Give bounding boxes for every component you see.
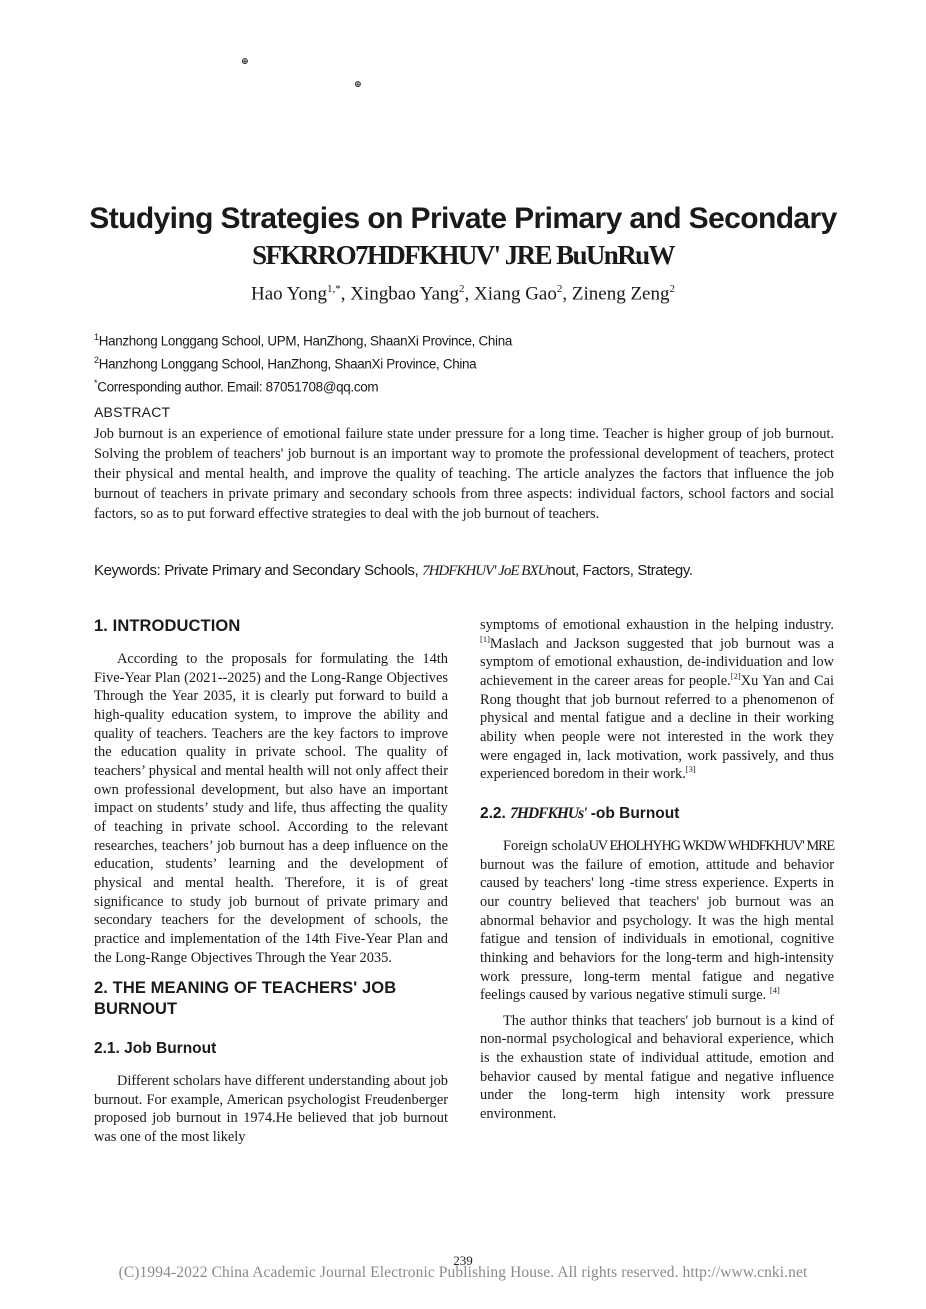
author-name: , Xingbao Yang [340,283,460,305]
affiliation-line [94,374,512,397]
abstract-body: Job burnout is an experience of emotional failure state under pressure for a long time. Teacher is higher group of job burnout. Solving the problem of teachers' job burnout is an important way to promote the professional development of teachers, protect their physical and mental health, and improve the quality of teaching. The article analyzes the factors that influence the job burnout of teachers in private primary and secondary schools from three aspects: individual factors, school factors and social factors, so as to put forward effective strategies to deal with the job burnout of teachers. [94,426,834,523]
affil-text: Hanzhong Longgang School, UPM, HanZhong, ShaanXi Province, China [98,333,513,349]
citation-ref: [3] [685,764,696,775]
left-column [94,616,448,1147]
affil-sup: * [94,377,98,388]
author-name: , Zineng Zeng [562,283,670,305]
paragraph-garbled-text: UV EHOLHYHG WKDW WHDFKHUV' MRE [588,837,834,854]
page-number: 239 [453,1253,473,1268]
citation-ref: [2] [730,671,741,682]
affiliation-line [94,351,512,374]
section-heading-meaning: 2. THE MEANING OF TEACHERS' JOB BURNOUT [94,979,397,1019]
paragraph-text: Foreign schola [503,837,589,854]
affil-text: Corresponding author. Email: 87051708@qq.com [97,379,379,394]
keywords-text: Private Primary and Secondary Schools, [160,562,423,579]
job-burnout-paragraph: Different scholars have different understanding about job burnout. For example, American psychologist Freudenberger proposed job burnout in 1974.He believed that job burnout was one of the most likely [94,1073,448,1146]
right-column [480,616,834,1124]
paper-title-line1: Studying Strategies on Private Primary and Secondary [89,202,837,235]
affiliations [94,328,512,396]
paragraph-text: Xu Yan and Cai Rong thought that job burnout referred to a phenomenon of physical and mental fatigue and a decline in their working ability when people were not interested in the work they were engaged in, lack motivation, work passively, and thus experienced boredom in their work. [480,672,834,783]
keywords-text: nout, Factors, Strategy. [547,562,693,579]
author-list [60,283,866,305]
teachers-burnout-paragraph [480,837,834,1005]
heading-text: -ob Burnout [586,804,680,822]
abstract-heading: ABSTRACT [94,404,171,420]
section-heading-introduction: 1. INTRODUCTION [94,617,241,635]
author-name: Hao Yong [251,283,328,305]
affil-text: Hanzhong Longgang School, HanZhong, ShaanXi Province, China [98,356,477,372]
paragraph-text: Maslach and Jackson suggested that job burnout was a symptom of emotional exhaustion, de-individuation and low achievement in the career areas for people. [480,635,834,689]
subsection-heading-teachers-job-burnout [480,803,834,824]
author-affil-sup: 2 [556,283,563,295]
introduction-paragraph: According to the proposals for formulating the 14th Five-Year Plan (2021--2025) and the Long-Range Objectives Through the Year 2035, it is clearly put forward to build a high-quality education system, to improve the ability and quality of teachers. Teachers are the key factors to improve the education quality in private school. The quality of teachers’ physical and mental health will not only affect their own professional development, but also have an important impact on students’ study and life, thus affecting the quality of teaching in private school. According to the relevant researches, teachers’ job burnout has a deep influence on the education, students’ learning and the development of physical and mental health. Therefore, it is of great significance to study job burnout of private primary and secondary teachers for the development of schools, the practice and implementation of the 14th Five-Year Plan and the Long-Range Objectives Through the Year 2035. [94,651,448,966]
paragraph-text: burnout was the failure of emotion, attitude and behavior caused by teachers' long -time stress experience. Experts in our country believed that teachers' job burnout was an abnormal behavior and psychology. It was the high mental fatigue and tension of individuals in emotional, cognitive thinking and behaviors for the long-term and high-intensity work pressure, long-term mental fatigue and negative feelings caused by various negative stimuli surge. [480,856,834,1004]
copyright-footer: (C)1994-2022 China Academic Journal Electronic Publishing House. All rights reserved. http://www.cnki.net [118,1264,808,1281]
keywords-line [94,562,693,580]
header-mark-glyph: ⊕ [351,80,362,88]
subsection-heading-job-burnout: 2.1. Job Burnout [94,1040,217,1058]
author-name: , Xiang Gao [464,283,557,305]
author-affil-sup: 1,* [327,283,341,295]
citation-ref: [4] [769,985,780,996]
heading-number: 2.2. [480,804,511,822]
author-affil-sup: 2 [459,283,465,295]
citation-ref: [1] [480,633,490,644]
paragraph-text: symptoms of emotional exhaustion in the helping industry. [480,617,834,633]
affiliation-line [94,328,512,351]
affil-sup: 1 [94,332,99,342]
author-affil-sup: 2 [669,283,675,295]
keywords-label: Keywords: [94,562,161,579]
keywords-garbled-text: 7HDFKHUV' JoE BXU [422,563,548,579]
header-mark-glyph: ⊕ [238,57,249,65]
paper-title-line2: SFKRRO7HDFKHUV' JRE BuUnRuW [252,240,674,270]
author-view-paragraph: The author thinks that teachers' job burnout is a kind of non-normal psychological and behavioral experience, which is the exhaustion state of individual attitude, emotion and behavior caused by mental fatigue and negative influence under the long-term high intensity work pressure environment. [480,1012,834,1123]
continued-paragraph [480,616,834,784]
heading-garbled-text: 7HDFKHUs' [510,804,587,822]
affil-sup: 2 [94,354,99,365]
